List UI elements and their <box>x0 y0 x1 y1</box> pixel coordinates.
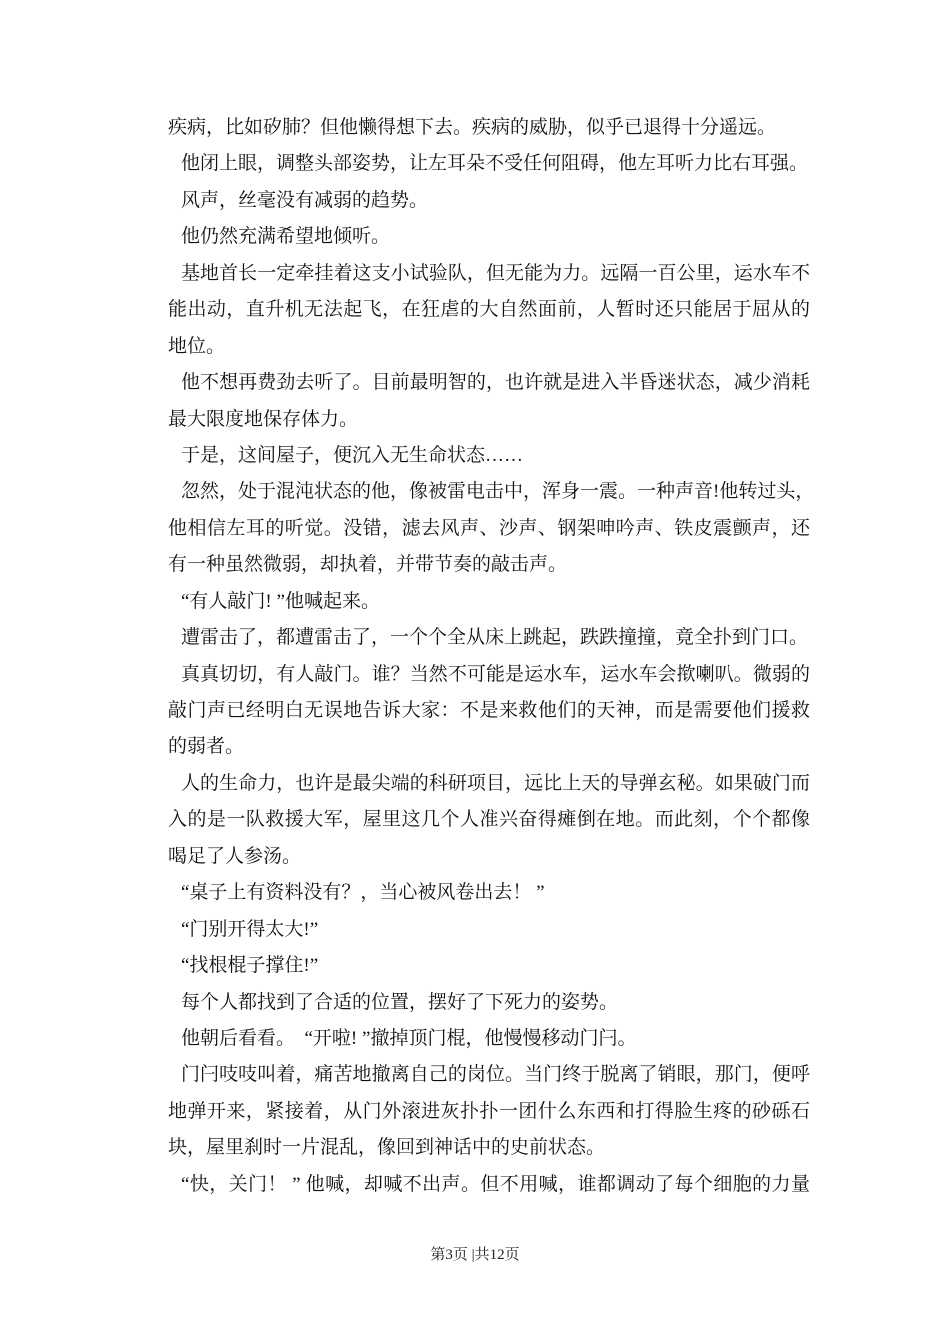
text-line: 遭雷击了，都遭雷击了，一个个全从床上跳起，跌跌撞撞，竟全扑到门口。 <box>181 627 809 649</box>
text-line: 有一种虽然微弱，却执着，并带节奏的敲击声。 <box>168 554 568 576</box>
text-line: 门闩吱吱叫着，痛苦地撤离自己的岗位。当门终于脱离了销眼，那门，便呼 <box>181 1064 810 1086</box>
paragraph <box>168 438 810 474</box>
paragraph <box>168 474 815 583</box>
paragraph <box>168 1021 810 1057</box>
text-line: 疾病，比如矽肺？但他懒得想下去。疾病的威胁，似乎已退得十分遥远。 <box>168 117 777 138</box>
text-line: “有人敲门! ”他喊起来。 <box>181 590 380 612</box>
text-line: 喝足了人参汤。 <box>168 845 302 867</box>
text-line: “找根棍子撑住!” <box>181 955 319 977</box>
paragraph <box>168 620 810 656</box>
text-line: 每个人都找到了合适的位置，摆好了下死力的姿势。 <box>181 991 619 1013</box>
paragraph <box>168 875 810 911</box>
document-body <box>168 110 815 1203</box>
paragraph <box>168 584 810 620</box>
paragraph <box>168 948 810 984</box>
text-line: 最大限度地保存体力。 <box>168 408 359 430</box>
text-line: 敲门声已经明白无误地告诉大家：不是来救他们的天神，而是需要他们援救 <box>168 700 810 721</box>
page-number: 第3页 |共12页 <box>430 1247 520 1263</box>
text-line: 他闭上眼，调整头部姿势，让左耳朵不受任何阻碍，他左耳听力比右耳强。 <box>181 153 809 175</box>
paragraph <box>168 1167 810 1203</box>
text-line: 真真切切，有人敲门。谁？当然不可能是运水车，运水车会揿喇叭。微弱的 <box>181 663 810 685</box>
text-line: “快，关门！ ” 他喊，却喊不出声。但不用喊，谁都调动了每个细胞的力量 <box>181 1173 810 1195</box>
text-line: 风声，丝毫没有减弱的趋势。 <box>181 189 429 211</box>
paragraph <box>168 110 810 146</box>
text-line: 他相信左耳的听觉。没错，滤去风声、沙声、钢架呻吟声、铁皮震颤声，还 <box>168 517 810 539</box>
text-line: 他不想再费劲去听了。目前最明智的，也许就是进入半昏迷状态，减少消耗 <box>181 372 810 394</box>
paragraph <box>168 219 810 255</box>
text-line: 于是，这间屋子，便沉入无生命状态…… <box>181 444 524 466</box>
paragraph <box>168 657 810 766</box>
text-line: 地弹开来，紧接着，从门外滚进灰扑扑一团什么东西和打得脸生疼的砂砾石 <box>168 1100 810 1122</box>
paragraph <box>168 766 810 875</box>
paragraph <box>168 256 810 365</box>
text-line: 块，屋里刹时一片混乱，像回到神话中的史前状态。 <box>168 1137 606 1159</box>
text-line: 他仍然充满希望地倾听。 <box>181 226 391 248</box>
text-line: 忽然，处于混沌状态的他，像被雷电击中，浑身一震。一种声音!他转过头， <box>181 481 815 503</box>
paragraph <box>168 912 810 948</box>
text-line: 基地首长一定牵挂着这支小试验队，但无能为力。远隔一百公里，运水车不 <box>181 262 810 284</box>
text-line: 的弱者。 <box>168 736 245 758</box>
paragraph <box>168 1057 810 1166</box>
paragraph <box>168 365 810 438</box>
paragraph <box>168 146 810 182</box>
text-line: “桌子上有资料没有？，当心被风卷出去！ ” <box>181 882 545 904</box>
paragraph <box>168 183 810 219</box>
text-line: “门别开得太大!” <box>181 918 319 940</box>
paragraph <box>168 985 810 1021</box>
text-line: 能出动，直升机无法起飞，在狂虐的大自然面前，人暂时还只能居于屈从的 <box>168 299 810 321</box>
text-line: 人的生命力，也许是最尖端的科研项目，远比上天的导弹玄秘。如果破门而 <box>181 772 810 794</box>
text-line: 入的是一队救援大军，屋里这几个人准兴奋得瘫倒在地。而此刻，个个都像 <box>168 809 810 831</box>
text-line: 他朝后看看。 “开啦! ”撤掉顶门棍，他慢慢移动门闩。 <box>181 1027 637 1049</box>
text-line: 地位。 <box>168 335 226 357</box>
